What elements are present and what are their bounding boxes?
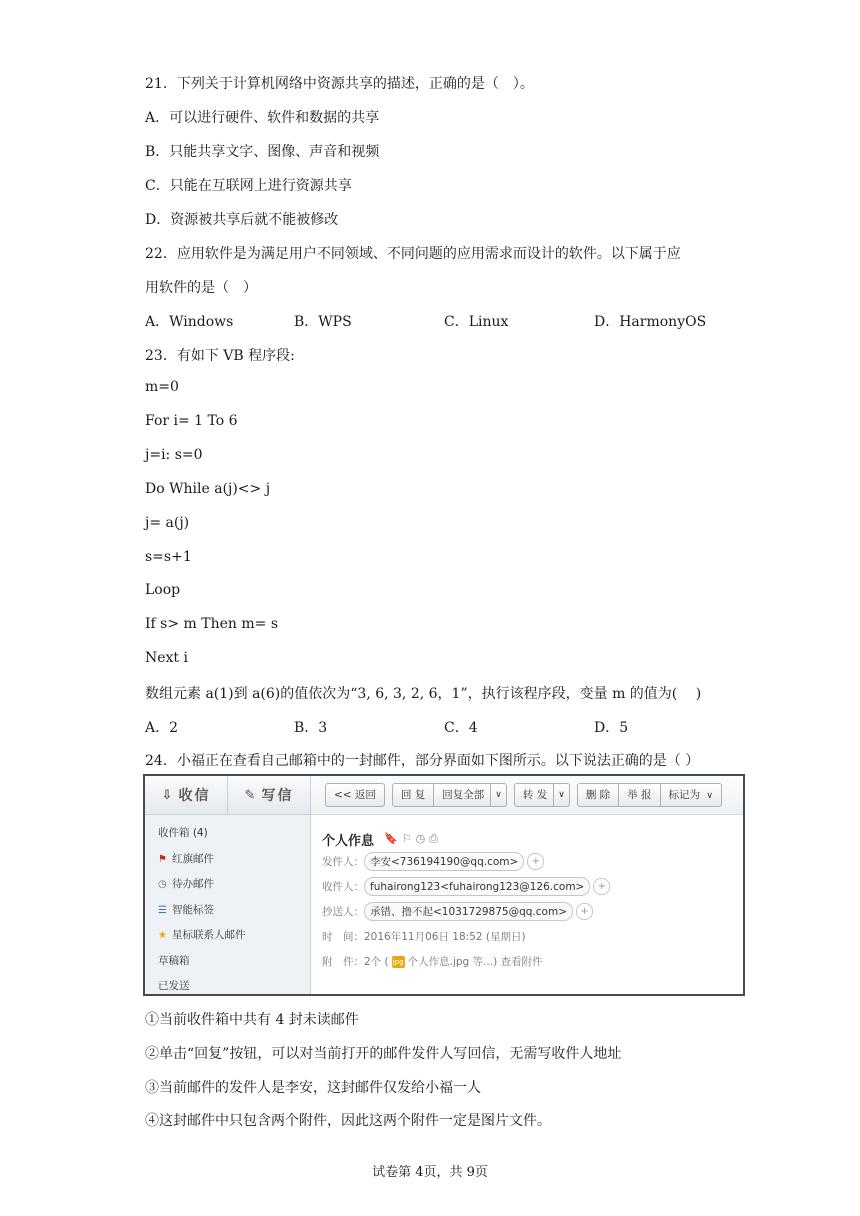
add-contact-icon[interactable]: +	[593, 878, 610, 895]
code-line: Loop	[145, 582, 181, 598]
q24-statement-4: ④这封邮件中只包含两个附件，因此这两个附件一定是图片文件。	[145, 1113, 551, 1129]
code-line: j=i: s=0	[145, 447, 203, 463]
flag-icon: ⚑	[158, 853, 167, 865]
view-attachments-link[interactable]: ) 查看附件	[493, 956, 543, 968]
q22-stem-line1: 22．应用软件是为满足用户不同领域、不同问题的应用需求而设计的软件。以下属于应	[145, 246, 681, 262]
mail-time: 2016年11月06日 18:52 (星期日)	[364, 931, 526, 943]
sender-pill[interactable]: 李安<736194190@qq.com>	[364, 852, 524, 871]
add-contact-icon[interactable]: +	[527, 853, 544, 870]
chevron-down-icon[interactable]: ∨	[553, 784, 569, 806]
q24-stem: 24．小福正在查看自己邮箱中的一封邮件，部分界面如下图所示。以下说法正确的是（ ）	[145, 753, 700, 769]
report-button[interactable]: 举 报	[619, 783, 660, 807]
recipient-pill[interactable]: fuhairong123<fuhairong123@126.com>	[364, 877, 590, 896]
mail-toolbar	[311, 776, 743, 815]
folder-flagged[interactable]: ⚑ 红旗邮件	[145, 847, 310, 873]
cc-pill[interactable]: 承错、撸不起<1031729875@qq.com>	[364, 902, 573, 921]
receive-label: 收信	[178, 788, 211, 804]
q23-stem: 23．有如下 VB 程序段:	[145, 348, 295, 364]
q22-stem-line2: 用软件的是（ ）	[145, 280, 257, 296]
code-line: Next i	[145, 650, 188, 666]
mail-sidebar	[145, 776, 311, 994]
chevron-down-icon: ∨	[706, 791, 713, 801]
delete-button[interactable]: 删 除	[577, 783, 619, 807]
pencil-icon: ✎	[244, 787, 258, 803]
mark-as-button[interactable]: 标记为 ∨	[661, 783, 722, 807]
folder-starred-contacts[interactable]: ★ 星标联系人邮件	[145, 923, 310, 949]
back-button[interactable]: << 返回	[325, 783, 385, 807]
q21-stem: 21．下列关于计算机网络中资源共享的描述，正确的是（ ）。	[145, 76, 534, 92]
time-row: 时 间： 2016年11月06日 18:52 (星期日)	[322, 931, 526, 943]
subject-action-icons[interactable]: 🔖⚐◷⎙	[384, 832, 442, 845]
folder-smart-tags[interactable]: ☰ 智能标签	[145, 898, 310, 924]
code-line: m=0	[145, 379, 179, 395]
reply-all-button[interactable]: 回复全部 ∨	[434, 783, 507, 807]
code-line: If s> m Then m= s	[145, 616, 278, 632]
q23-option-a: A．2	[145, 720, 179, 736]
q22-option-b: B．WPS	[294, 314, 352, 330]
q23-option-b: B．3	[294, 720, 328, 736]
q23-option-c: C．4	[444, 720, 478, 736]
page-footer: 试卷第 4页，共 9页	[372, 1165, 488, 1180]
reply-button[interactable]: 回 复	[392, 783, 434, 807]
q22-option-c: C．Linux	[444, 314, 509, 330]
inbox-icon: ⇩	[161, 787, 175, 803]
q21-option-c: C．只能在互联网上进行资源共享	[145, 178, 352, 194]
email-screenshot	[143, 774, 745, 996]
add-contact-icon[interactable]: +	[576, 903, 593, 920]
q21-option-d: D．资源被共享后就不能被修改	[145, 212, 339, 228]
image-file-icon: jpg	[392, 957, 404, 966]
code-line: For i= 1 To 6	[145, 413, 238, 429]
q24-statement-1: ①当前收件箱中共有 4 封未读邮件	[145, 1012, 359, 1028]
chevron-down-icon[interactable]: ∨	[490, 784, 506, 806]
q23-question: 数组元素 a(1)到 a(6)的值依次为“3, 6, 3, 2, 6，1”，执行该程序段，变量 m 的值为( )	[145, 686, 702, 702]
mail-reader	[311, 776, 743, 994]
star-icon: ★	[158, 930, 167, 941]
code-line: s=s+1	[145, 549, 192, 565]
cc-row: 抄送人： 承错、撸不起<1031729875@qq.com> +	[322, 899, 743, 924]
receive-button[interactable]	[145, 776, 227, 814]
folder-inbox[interactable]: 收件箱 (4)	[158, 827, 208, 839]
q22-option-a: A．Windows	[145, 314, 234, 330]
folder-todo[interactable]: ◷ 待办邮件	[145, 872, 310, 898]
to-row: 收件人： fuhairong123<fuhairong123@126.com> +	[322, 874, 743, 899]
compose-button[interactable]	[227, 776, 310, 814]
folder-drafts[interactable]: 草稿箱	[158, 954, 190, 967]
clock-icon: ◷	[158, 879, 167, 890]
tags-icon: ☰	[158, 904, 167, 916]
folder-sent[interactable]: 已发送	[158, 980, 190, 992]
compose-label: 写信	[261, 788, 294, 804]
attachment-name[interactable]: 个人作息.jpg 等...	[407, 956, 494, 968]
q24-statement-2: ②单击“回复”按钮，可以对当前打开的邮件发件人写回信，无需写收件人地址	[145, 1046, 622, 1062]
q21-option-a: A．可以进行硬件、软件和数据的共享	[145, 110, 380, 126]
from-row: 发件人： 李安<736194190@qq.com> +	[322, 849, 743, 874]
attachment-row: 附 件： 2个 ( jpg 个人作息.jpg 等... ) 查看附件	[322, 956, 543, 968]
q24-statement-3: ③当前邮件的发件人是李安，这封邮件仅发给小福一人	[145, 1080, 481, 1096]
q23-option-d: D．5	[594, 720, 629, 736]
forward-button[interactable]: 转 发 ∨	[514, 783, 570, 807]
code-line: Do While a(j)<> j	[145, 481, 271, 497]
q22-option-d: D．HarmonyOS	[594, 314, 707, 330]
mail-subject: 个人作息 🔖⚐◷⎙	[322, 832, 442, 849]
q21-option-b: B．只能共享文字、图像、声音和视频	[145, 144, 380, 160]
code-line: j= a(j)	[145, 515, 190, 531]
